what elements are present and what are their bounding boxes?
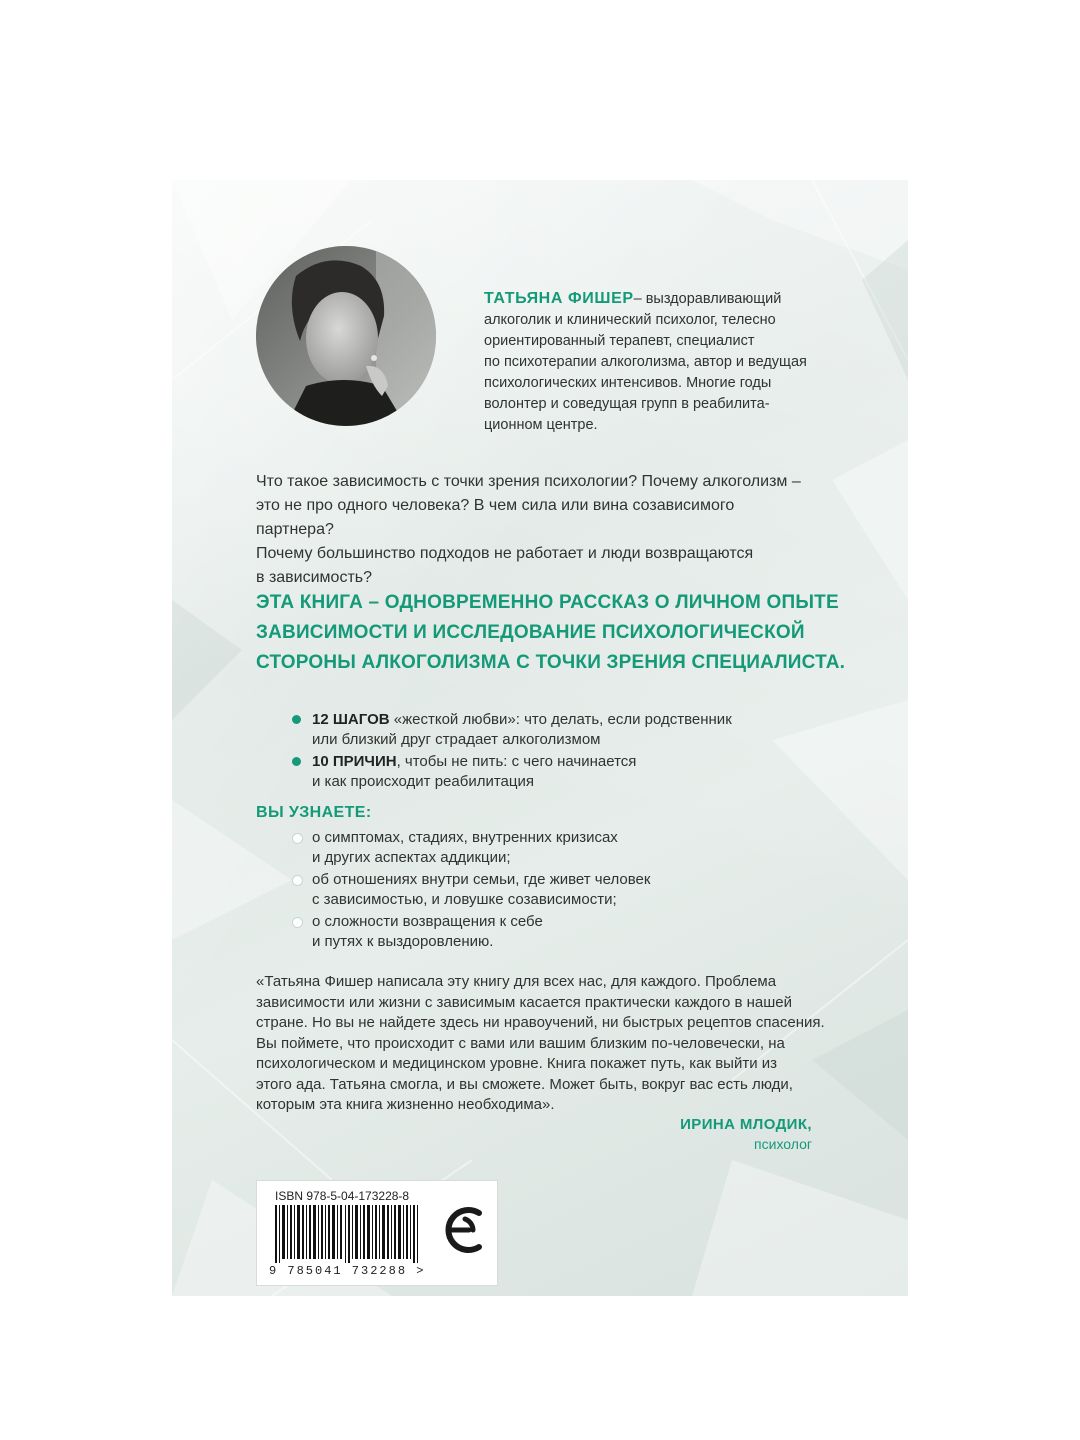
feature-text: «жесткой любви»: что делать, если родственник	[389, 711, 732, 728]
author-portrait	[256, 246, 436, 426]
quote-line: которым эта книга жизненно необходима».	[256, 1096, 555, 1113]
intro-questions	[256, 470, 816, 590]
bio-line: по психотерапии алкоголизма, автор и ведущая	[484, 354, 807, 370]
bio-line: ционном центре.	[484, 417, 598, 433]
learn-text: и путях к выздоровлению.	[312, 933, 494, 950]
book-back-cover	[172, 180, 908, 1296]
feature-strong: 12 ШАГОВ	[312, 711, 390, 728]
quote-author-role: психолог	[754, 1136, 812, 1152]
learn-list	[292, 828, 772, 954]
feature-strong: 10 ПРИЧИН	[312, 753, 397, 770]
question-line: Что такое зависимость с точки зрения психологии? Почему алкоголизм –	[256, 473, 801, 490]
review-quote	[256, 972, 846, 1116]
learn-text: о сложности возвращения к себе	[312, 913, 543, 930]
question-line: Почему большинство подходов не работает и люди возвращаются	[256, 545, 754, 562]
headline-line: СТОРОНЫ АЛКОГОЛИЗМА С ТОЧКИ ЗРЕНИЯ СПЕЦИАЛИСТА.	[256, 652, 846, 673]
feature-item	[292, 752, 772, 792]
quote-line: Вы поймете, что происходит с вами или вашим близким по-человечески, на	[256, 1034, 785, 1052]
bio-line: ориентированный терапевт, специалист	[484, 333, 755, 349]
quote-line: стране. Но вы не найдете здесь ни нравоучений, ни быстрых рецептов спасения.	[256, 1014, 825, 1031]
author-photo	[256, 246, 436, 426]
bio-line: психологических интенсивов. Многие годы	[484, 375, 772, 391]
learn-text: с зависимостью, и ловушке созависимости;	[312, 891, 617, 908]
feature-text: и как происходит реабилитация	[312, 773, 534, 790]
learn-text: и других аспектах аддикции;	[312, 849, 511, 866]
bio-line: волонтер и соведущая групп в реабилита-	[484, 396, 770, 412]
quote-author: ИРИНА МЛОДИК,	[680, 1116, 812, 1133]
learn-item	[292, 912, 772, 952]
feature-text: , чтобы не пить: с чего начинается	[396, 753, 637, 770]
author-name: ТАТЬЯНА ФИШЕР	[484, 290, 634, 307]
learn-text: о симптомах, стадиях, внутренних кризисах	[312, 829, 618, 846]
learn-item	[292, 870, 772, 910]
question-line: это не про одного человека? В чем сила или вина созависимого партнера?	[256, 497, 735, 538]
feature-list	[292, 710, 772, 794]
bio-line: алкоголик и клинический психолог, телесно	[484, 312, 776, 328]
learn-text: об отношениях внутри семьи, где живет человек	[312, 871, 651, 888]
bio-line: – выздоравливающий	[633, 291, 782, 307]
learn-title: ВЫ УЗНАЕТЕ:	[256, 804, 372, 821]
learn-item	[292, 828, 772, 868]
barcode-digits: 9 785041 732288 >	[269, 1264, 426, 1278]
barcode-panel	[256, 1180, 498, 1286]
quote-line: этого ада. Татьяна смогла, и вы сможете. Может быть, вокруг вас есть люди,	[256, 1075, 793, 1093]
barcode-bars	[275, 1205, 425, 1263]
eksmo-logo-icon	[439, 1199, 487, 1261]
quote-line: «Татьяна Фишер написала эту книгу для всех нас, для каждого. Проблема	[256, 973, 777, 990]
isbn-label: ISBN 978-5-04-173228-8	[275, 1189, 410, 1203]
headline-line: ЗАВИСИМОСТИ И ИССЛЕДОВАНИЕ ПСИХОЛОГИЧЕСКОЙ	[256, 622, 805, 643]
question-line: в зависимость?	[256, 569, 373, 586]
headline-line: ЭТА КНИГА – ОДНОВРЕМЕННО РАССКАЗ О ЛИЧНОМ ОПЫТЕ	[256, 592, 839, 613]
quote-line: психологическом и медицинском уровне. Книга покажет путь, как выйти из	[256, 1055, 778, 1072]
feature-text: или близкий друг страдает алкоголизмом	[312, 731, 601, 748]
author-bio	[484, 288, 814, 436]
feature-item	[292, 710, 772, 750]
book-headline	[256, 588, 856, 678]
quote-line: зависимости или жизни с зависимым касается практически каждого в нашей	[256, 993, 793, 1011]
